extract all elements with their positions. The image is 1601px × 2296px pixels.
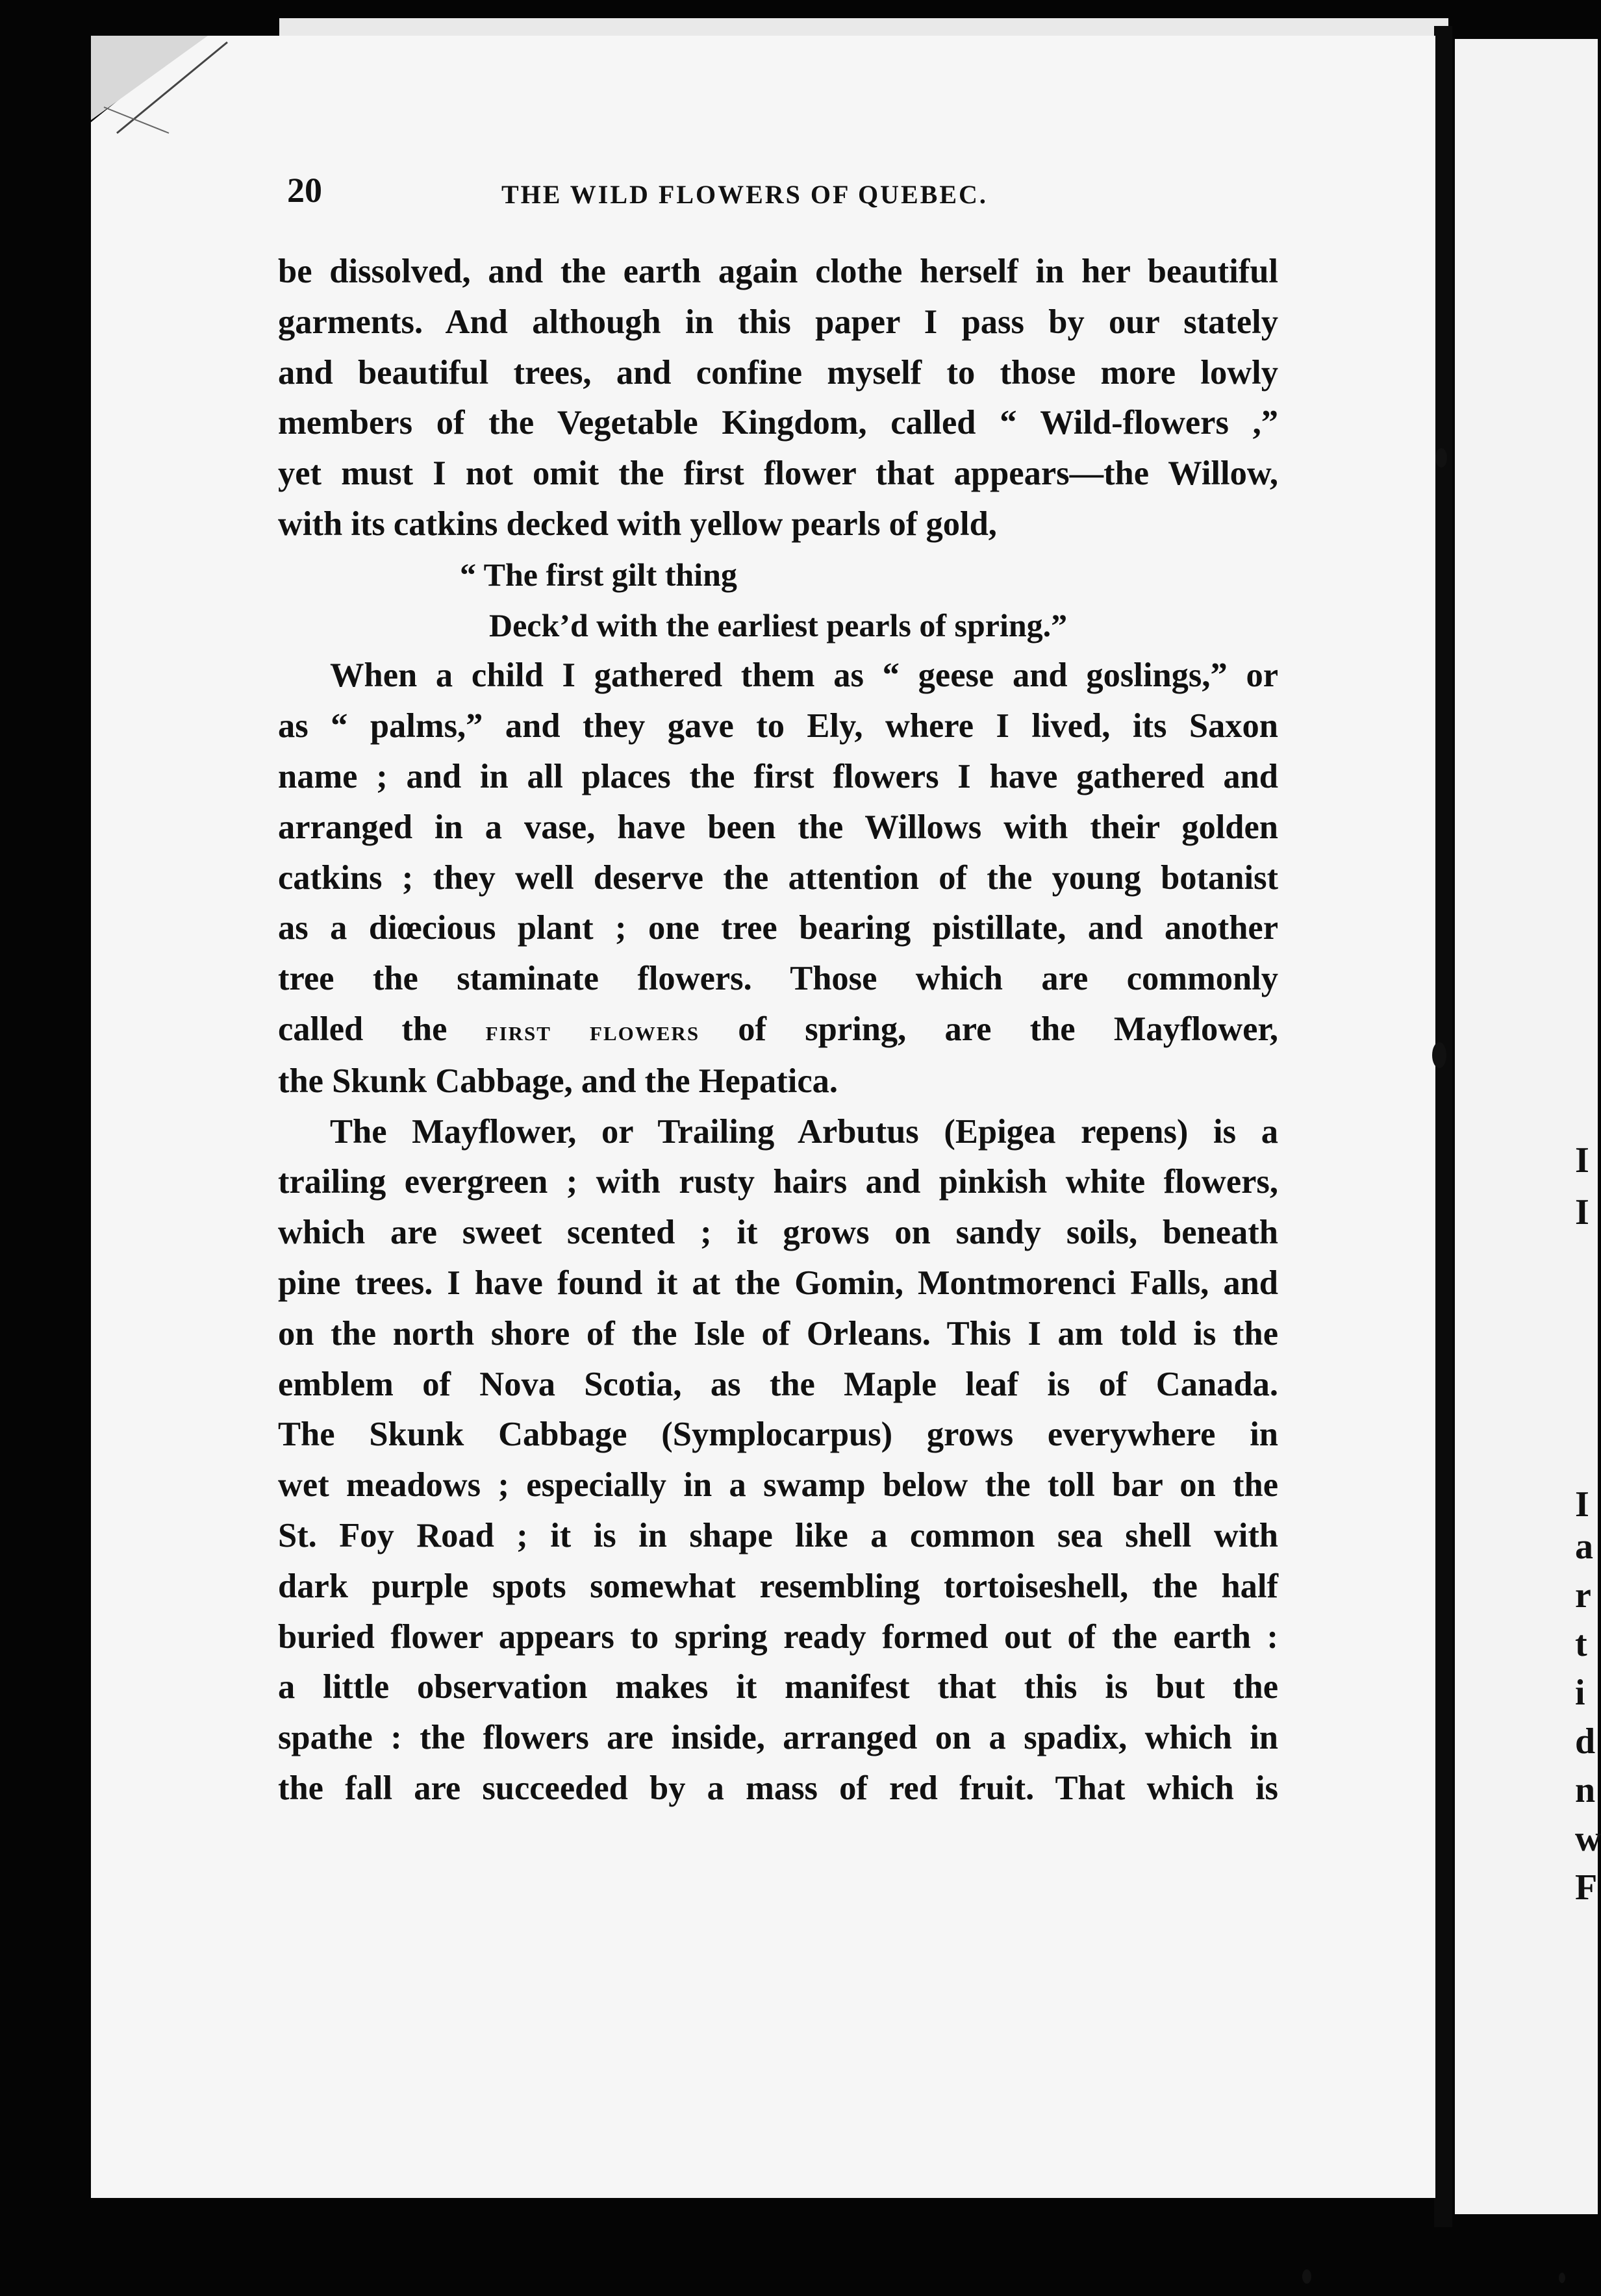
folded-corner-icon [91, 36, 240, 140]
text-line: as a diœcious plant ; one tree bearing pistillate, and another [278, 909, 1278, 947]
text-line: with its catkins decked with yellow pearls of gold, [278, 505, 997, 543]
ink-speck [1559, 2273, 1565, 2283]
text-line: a little observation makes it manifest that this is but the [278, 1668, 1278, 1706]
edge-letter: a [1575, 1527, 1593, 1567]
text-line: as “ palms,” and they gave to Ely, where I lived, its Saxon [278, 707, 1278, 745]
text-line: catkins ; they well deserve the attention of the young botanist [278, 858, 1278, 897]
edge-letter: n [1575, 1770, 1596, 1810]
text-line [278, 1004, 1278, 1056]
text-line: which are sweet scented ; it grows on sandy soils, beneath [278, 1214, 1278, 1252]
text-line: the fall are succeeded by a mass of red fruit. That which is [278, 1769, 1278, 1807]
text-line: yet must I not omit the first flower that appears—the Willow, [278, 455, 1278, 493]
text-line: The Skunk Cabbage (Symplocarpus) grows everywhere in [278, 1416, 1278, 1454]
text-line: wet meadows ; especially in a swamp below the toll bar on the [278, 1466, 1278, 1504]
text-line: St. Foy Road ; it is in shape like a common sea shell with [278, 1516, 1278, 1554]
edge-letter: w [1575, 1819, 1601, 1859]
edge-letter: t [1575, 1624, 1587, 1664]
text-line: emblem of Nova Scotia, as the Maple leaf is of Canada. [278, 1365, 1278, 1403]
text-line: pine trees. I have found it at the Gomin, Montmorenci Falls, and [278, 1264, 1278, 1302]
ink-speck [1302, 2269, 1311, 2284]
edge-letter: d [1575, 1721, 1596, 1762]
book-edge-strip [279, 18, 1448, 38]
page-body [278, 247, 1278, 1814]
text-line: The Mayflower, or Trailing Arbutus (Epigea repens) is a [330, 1112, 1278, 1151]
running-head [287, 170, 1313, 216]
ink-speck [1435, 448, 1447, 468]
text-line: tree the staminate flowers. Those which are commonly [278, 960, 1278, 998]
running-title: THE WILD FLOWERS OF QUEBEC. [501, 180, 988, 209]
edge-letter: F [1575, 1867, 1598, 1908]
text-line: arranged in a vase, have been the Willows with their golden [278, 808, 1278, 846]
text-line: spathe : the flowers are inside, arranged on a spadix, which in [278, 1719, 1278, 1757]
text-fragment: of spring, are the Mayflower, [738, 1010, 1279, 1048]
edge-letter: i [1575, 1673, 1585, 1713]
text-line: be dissolved, and the earth again clothe herself in her beautiful [278, 253, 1278, 290]
text-line: When a child I gathered them as “ geese and goslings,” or [330, 656, 1278, 695]
text-line: and beautiful trees, and confine myself to those more lowly [278, 353, 1278, 392]
ink-speck [1432, 1042, 1446, 1068]
facing-page-edge [1455, 39, 1601, 2214]
text-line: buried flower appears to spring ready formed out of the earth : [278, 1617, 1278, 1656]
text-line: garments. And although in this paper I pass by our stately [278, 303, 1278, 341]
edge-letter: r [1575, 1575, 1591, 1616]
text-line: name ; and in all places the first flowers I have gathered and [278, 757, 1278, 795]
text-line: members of the Vegetable Kingdom, called “ Wild-flowers ,” [278, 404, 1278, 442]
text-line: dark purple spots somewhat resembling tortoiseshell, the half [278, 1567, 1278, 1605]
book-gutter [1434, 26, 1452, 2227]
edge-letter: I [1575, 1140, 1589, 1180]
verse-line: Deck’d with the earliest pearls of spring.” [489, 606, 1068, 643]
edge-letter: I [1575, 1192, 1589, 1232]
edge-letter: I [1575, 1484, 1589, 1525]
text-line: the Skunk Cabbage, and the Hepatica. [278, 1062, 838, 1100]
text-line: on the north shore of the Isle of Orleans. This I am told is the [278, 1314, 1278, 1353]
text-fragment: called the [278, 1010, 448, 1048]
text-line: trailing evergreen ; with rusty hairs and pinkish white flowers, [278, 1163, 1278, 1201]
verse-line: “ The first gilt thing [460, 556, 737, 593]
small-caps-term: first flowers [485, 1014, 700, 1047]
page-number: 20 [287, 171, 322, 210]
